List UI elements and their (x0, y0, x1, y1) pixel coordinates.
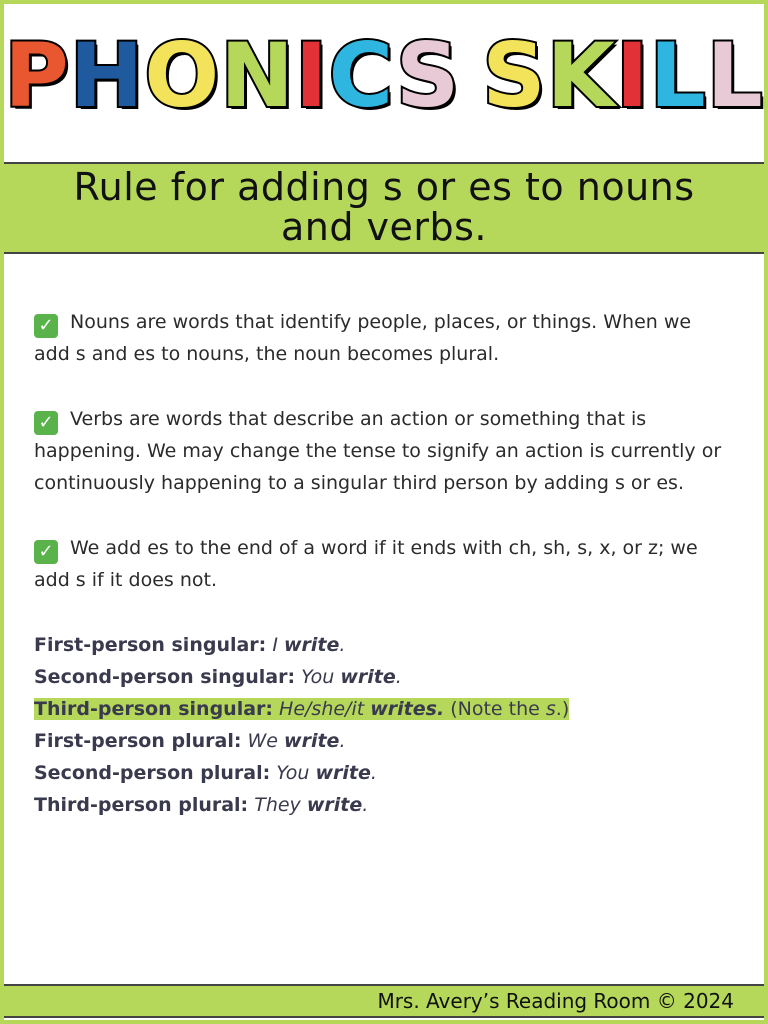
person-label: Third-person plural: (34, 794, 249, 816)
title-letter: O (144, 24, 221, 127)
person-example (34, 661, 724, 693)
title-letter: C (328, 24, 396, 127)
es-rule-paragraph (34, 532, 724, 596)
note-suffix: .) (555, 698, 570, 720)
check-mark-icon: ✓ (34, 411, 58, 435)
rule-heading-line1: Rule for adding s or es to nouns (73, 165, 695, 210)
person-label: First-person singular: (34, 634, 267, 656)
title-letter: I (615, 24, 650, 127)
person-label: Third-person singular: (34, 698, 273, 720)
rule-heading-line2: and verbs. (280, 205, 488, 249)
rule-heading (73, 165, 695, 249)
check-mark-icon: ✓ (34, 540, 58, 564)
person-verb: writes. (370, 698, 445, 720)
person-examples-list (34, 629, 724, 821)
person-subject: They (254, 794, 301, 816)
title-letter: H (69, 24, 145, 127)
person-example (34, 757, 724, 789)
nouns-paragraph-text: Nouns are words that identify people, places, or things. When we add s and es to nouns, the noun becomes plural. (34, 311, 692, 365)
person-end: . (395, 666, 402, 688)
note-prefix: (Note the (450, 698, 546, 720)
person-end: . (339, 730, 346, 752)
person-verb: write (283, 634, 340, 656)
lesson-content (34, 306, 724, 821)
title-letter: S (395, 24, 461, 127)
person-verb: write (306, 794, 363, 816)
check-mark-icon: ✓ (34, 314, 58, 338)
person-example (34, 789, 724, 821)
person-subject: We (247, 730, 278, 752)
person-subject: He/she/it (279, 698, 365, 720)
note-letter: s (545, 698, 556, 720)
person-verb: write (340, 666, 396, 688)
person-verb: write (315, 762, 371, 784)
footer-credit: Mrs. Avery’s Reading Room © 2024 (377, 989, 734, 1013)
person-end: . (362, 794, 369, 816)
person-verb: write (284, 730, 340, 752)
person-end: . (339, 634, 346, 656)
title-letter: L (706, 24, 764, 127)
person-label: Second-person singular: (34, 666, 296, 688)
person-subject: You (276, 762, 310, 784)
title-letter: L (649, 24, 707, 127)
highlighted-example (34, 698, 450, 720)
title-letter: S (482, 24, 547, 127)
person-label: Second-person plural: (34, 762, 271, 784)
person-example (34, 629, 724, 661)
person-subject: You (301, 666, 335, 688)
nouns-paragraph (34, 306, 724, 370)
highlighted-note (450, 698, 569, 720)
person-label: First-person plural: (34, 730, 242, 752)
es-rule-paragraph-text: We add es to the end of a word if it ends with ch, sh, s, x, or z; we add s if it does not. (34, 537, 698, 591)
title-letter: I (294, 24, 329, 127)
title-letter: K (546, 24, 616, 127)
verbs-paragraph (34, 403, 724, 499)
person-subject: I (272, 634, 278, 656)
person-example-highlighted (34, 693, 724, 725)
page-title (0, 24, 768, 127)
footer-bar (4, 984, 764, 1018)
rule-banner (4, 162, 764, 254)
person-example (34, 725, 724, 757)
title-letter: N (220, 24, 295, 127)
person-end: . (370, 762, 377, 784)
verbs-paragraph-text: Verbs are words that describe an action or something that is happening. We may change the tense to signify an action is currently or continuously happening to a singular third person by adding s or es. (34, 408, 722, 494)
title-letter: P (4, 24, 70, 127)
